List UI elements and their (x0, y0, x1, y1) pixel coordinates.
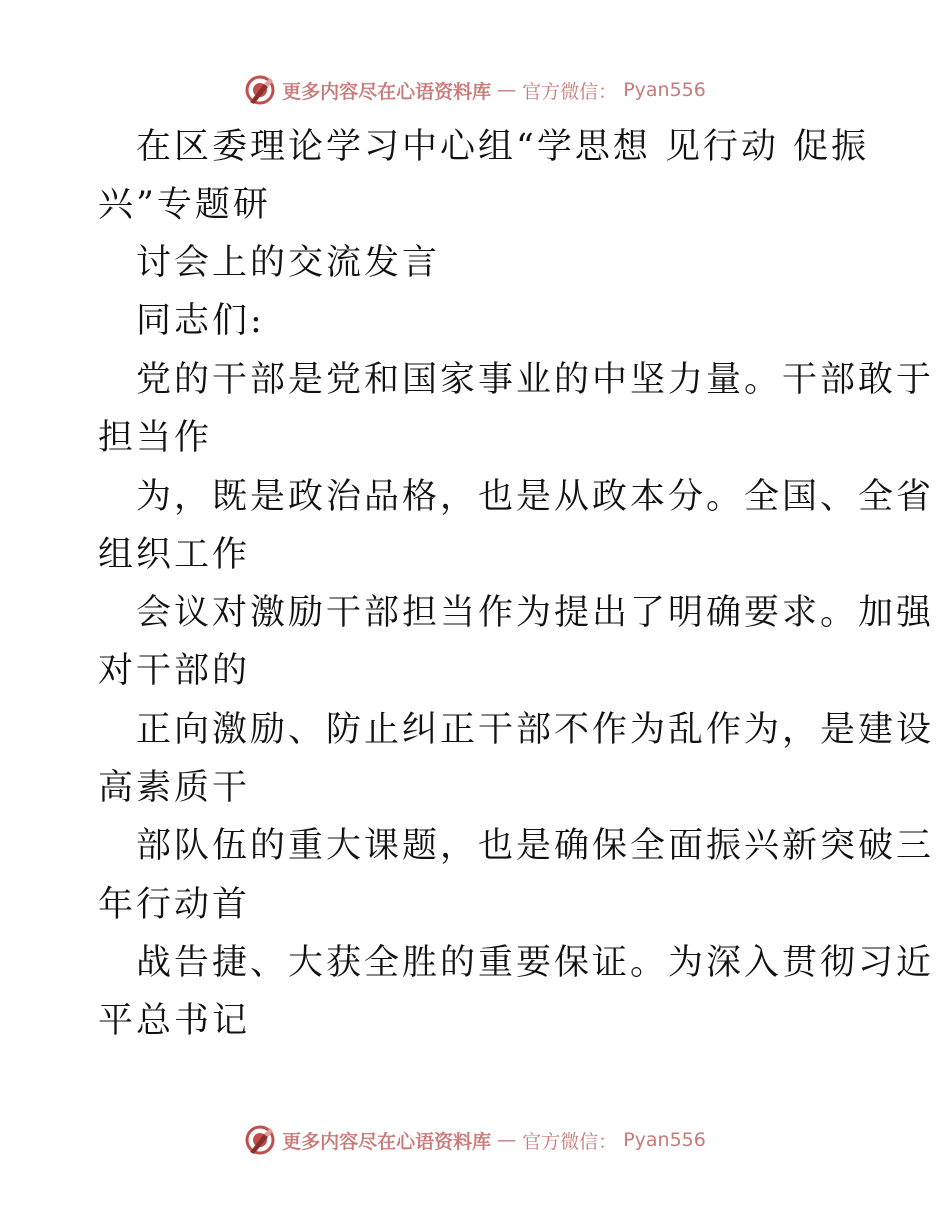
banner-dash: — (497, 1129, 517, 1151)
body-line: 为，既是政治品格，也是从政本分。全国、全省 (136, 477, 935, 517)
banner-text: 更多内容尽在心语资料库 (282, 1130, 492, 1153)
title-line-2: 兴”专题研 (98, 185, 271, 225)
body-line: 战告捷、大获全胜的重要保证。为深入贯彻习近 (136, 943, 935, 983)
body-line: 对干部的 (98, 651, 251, 691)
wechat-id: Pyan556 (623, 1129, 706, 1151)
banner-text: 更多内容尽在心语资料库 (282, 80, 492, 103)
body-line: 部队伍的重大课题，也是确保全面振兴新突破三 (136, 826, 935, 866)
body-line: 担当作 (98, 418, 213, 458)
pen-logo-icon (244, 74, 276, 106)
body-line: 正向激励、防止纠正干部不作为乱作为，是建设 (136, 710, 935, 750)
pen-logo-icon (244, 1124, 276, 1156)
footer-banner (0, 1120, 950, 1160)
title-line-3: 讨会上的交流发言 (136, 243, 441, 283)
banner-dash: — (497, 79, 517, 101)
body-line: 平总书记 (98, 1001, 251, 1041)
salutation: 同志们: (136, 301, 265, 341)
title-line-1: 在区委理论学习中心组“学思想 见行动 促振 (136, 127, 870, 167)
body-line: 年行动首 (98, 885, 251, 925)
wechat-label: 官方微信： (522, 1130, 618, 1153)
wechat-id: Pyan556 (623, 79, 706, 101)
body-line: 组织工作 (98, 535, 251, 575)
body-line: 高素质干 (98, 768, 251, 808)
wechat-label: 官方微信： (522, 80, 618, 103)
body-line: 会议对激励干部担当作为提出了明确要求。加强 (136, 593, 935, 633)
header-banner (0, 70, 950, 110)
body-line: 党的干部是党和国家事业的中坚力量。干部敢于 (136, 360, 935, 400)
